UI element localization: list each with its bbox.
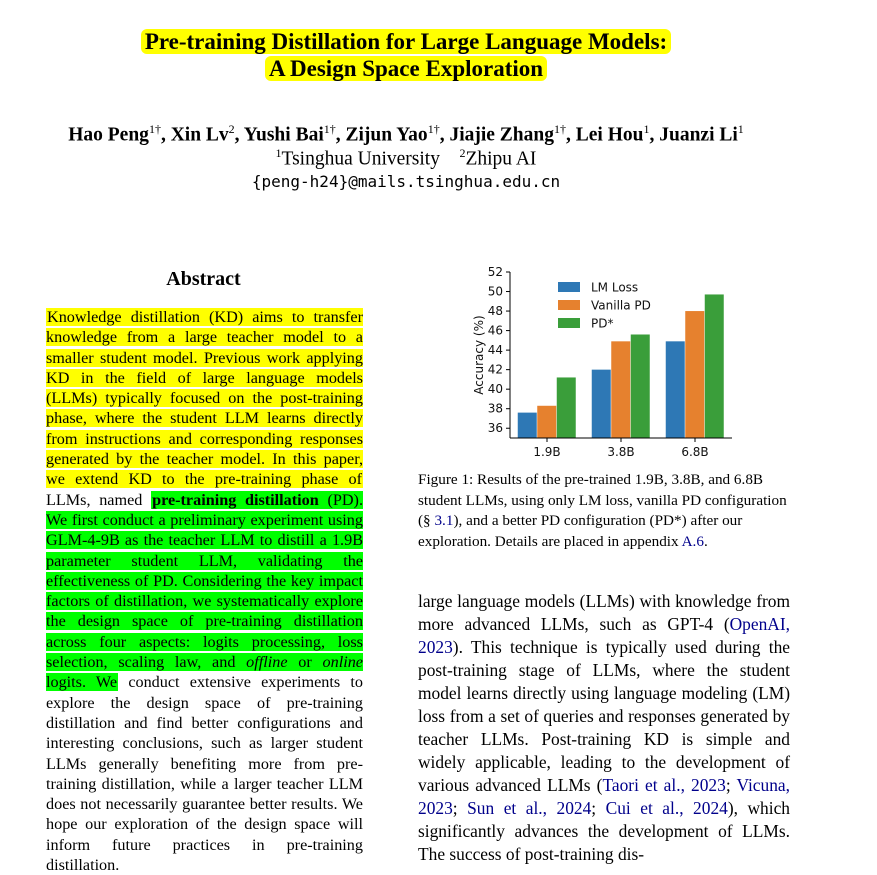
author-1: Hao Peng [68, 124, 149, 146]
y-tick-label: 40 [487, 382, 503, 397]
bar-lmloss [592, 370, 611, 438]
citation-sun[interactable]: Sun et al., 2024 [467, 798, 592, 818]
legend-label: LM Loss [591, 280, 639, 295]
y-tick-label: 42 [487, 362, 503, 377]
author-4-affil: 1† [427, 122, 440, 136]
legend-swatch [558, 282, 580, 292]
citation-sep: ; [452, 798, 468, 818]
caption-text-c: . [703, 532, 708, 550]
y-axis-label: Accuracy (%) [472, 315, 486, 395]
abstract-italic-online: online [322, 653, 363, 672]
author-7-affil: 1 [737, 122, 744, 136]
legend-label: Vanilla PD [591, 298, 651, 313]
abstract-italic-offline: offline [246, 653, 288, 672]
x-tick-label: 3.8B [607, 445, 635, 459]
author-2: Xin Lv [170, 124, 229, 146]
author-2-affil: 2 [228, 122, 235, 136]
abstract-green-b: logits. We [46, 673, 118, 692]
abstract-body [46, 307, 363, 875]
figure-1-caption [418, 470, 790, 552]
author-7: Juanzi Li [659, 124, 738, 146]
citation-taori[interactable]: Taori et al., 2023 [602, 775, 726, 795]
abstract-yellow-highlight: Knowledge distillation (KD) aims to transfer knowledge from a large teacher model to a smaller student model. Previous work applying KD in the field of large language models (LLMs) typically focused on the post-training phase, where the student LLM learns directly from instructions and corresponding responses generated by the teacher model. In this paper, we extend KD to the pre-training phase of [46, 308, 363, 489]
y-tick-label: 46 [487, 323, 503, 338]
y-tick-label: 52 [487, 265, 503, 279]
bar-lmloss [666, 341, 685, 438]
bar-vanillapd [537, 406, 556, 438]
caption-ref-section[interactable]: 3.1 [434, 512, 454, 530]
abstract-heading: Abstract [166, 268, 241, 290]
abstract-green-a: (PD). We first conduct a preliminary experiment using GLM-4-9B as the teacher LLM to distill a 1.9B parameter student LLM, validating the effectiveness of PD. Considering the key impact factors of distillation, we systematically explore the design space of pre-training distillation across four aspects: logits processing, loss selection, scaling law, and [46, 490, 363, 672]
bar-pd [631, 334, 650, 438]
author-email[interactable]: {peng-h24}@mails.tsinghua.edu.cn [251, 172, 561, 191]
author-1-affil: 1† [148, 122, 161, 136]
intro-paragraph [418, 590, 790, 866]
citation-openai[interactable]: OpenAI, 2023 [418, 614, 790, 657]
bar-pd [705, 294, 724, 438]
abstract-plain-1: LLMs, named [46, 490, 152, 509]
legend-label: PD* [591, 316, 614, 331]
y-tick-label: 38 [487, 401, 503, 416]
author-6-affil: 1 [643, 122, 650, 136]
abstract-bold-term: pre-training distillation [152, 490, 319, 509]
abstract-plain-2: conduct extensive experiments to explore the design space of pre-training distillation and find better configurations and interesting conclusions, such as larger student LLMs generally benefiting more from pre-training distillation, while a larger teacher LLM does not necessarily guarantee better results. We hope our exploration of the design space will inform future practices in pre-training distillation. [46, 673, 363, 875]
legend-swatch [558, 318, 580, 328]
figure-1-chart [462, 262, 752, 462]
affil-1: Tsinghua University [281, 148, 440, 170]
paper-title [0, 28, 812, 82]
intro-text-2: ). This technique is typically used during the post-training stage of LLMs, where the student model learns directly using language modeling (LM) loss from a set of queries and responses generated by teacher LLMs. Post-training KD is simple and widely applicable, leading to the development of various advanced LLMs ( [418, 637, 790, 795]
bar-pd [557, 377, 576, 438]
author-5: Jiajie Zhang [449, 124, 554, 146]
title-line-1: Pre-training Distillation for Large Language Models: [141, 29, 671, 54]
bar-lmloss [518, 413, 537, 438]
y-tick-label: 50 [487, 284, 503, 299]
x-tick-label: 6.8B [681, 445, 709, 459]
intro-text-1: large language models (LLMs) with knowledge from more advanced LLMs, such as GPT-4 ( [418, 591, 790, 634]
caption-ref-appendix[interactable]: A.6 [681, 532, 704, 550]
author-6: Lei Hou [575, 124, 644, 146]
y-tick-label: 48 [487, 304, 503, 319]
bar-vanillapd [685, 311, 704, 438]
citation-sep: ; [725, 775, 737, 795]
author-4: Zijun Yao [345, 124, 428, 146]
affil-2-sup: 2 [459, 146, 466, 160]
title-line-2: A Design Space Exploration [265, 56, 547, 81]
affiliations [0, 146, 812, 171]
legend-swatch [558, 300, 580, 310]
citation-vicuna[interactable]: Vicuna, 2023 [418, 775, 790, 818]
y-tick-label: 44 [487, 343, 503, 358]
x-tick-label: 1.9B [533, 445, 561, 459]
y-tick-label: 36 [487, 421, 503, 436]
citation-sep: ; [591, 798, 606, 818]
author-5-affil: 1† [554, 122, 566, 136]
author-3: Yushi Bai [243, 124, 324, 146]
affil-1-sup: 1 [275, 146, 282, 160]
caption-text-a: Figure 1: Results of the pre-trained 1.9B, 3.8B, and 6.8B student LLMs, using only LM loss, vanilla PD configuration (§ [418, 471, 787, 530]
bar-vanillapd [611, 341, 630, 438]
affil-2: Zhipu AI [465, 148, 537, 170]
author-3-affil: 1† [323, 122, 336, 136]
citation-cui[interactable]: Cui et al., 2024 [605, 798, 728, 818]
caption-text-b: ), and a better PD configuration (PD*) after our exploration. Details are placed in appendix [418, 512, 743, 550]
author-list: Hao Peng$^{1\dagger}$, Xin Lv$^2$, Yushi Bai$^{1\dagger}$, Zijun Yao$^{1\dagger}$, Jiajie Zhang$^{1\dagger}$, Lei Hou$^1$, Juanzi Li$^1$ [68, 122, 744, 146]
intro-text-3: ), which significantly advances the development of LLMs. The success of post-training dis- [418, 798, 790, 864]
abstract-green-or: or [287, 653, 323, 672]
